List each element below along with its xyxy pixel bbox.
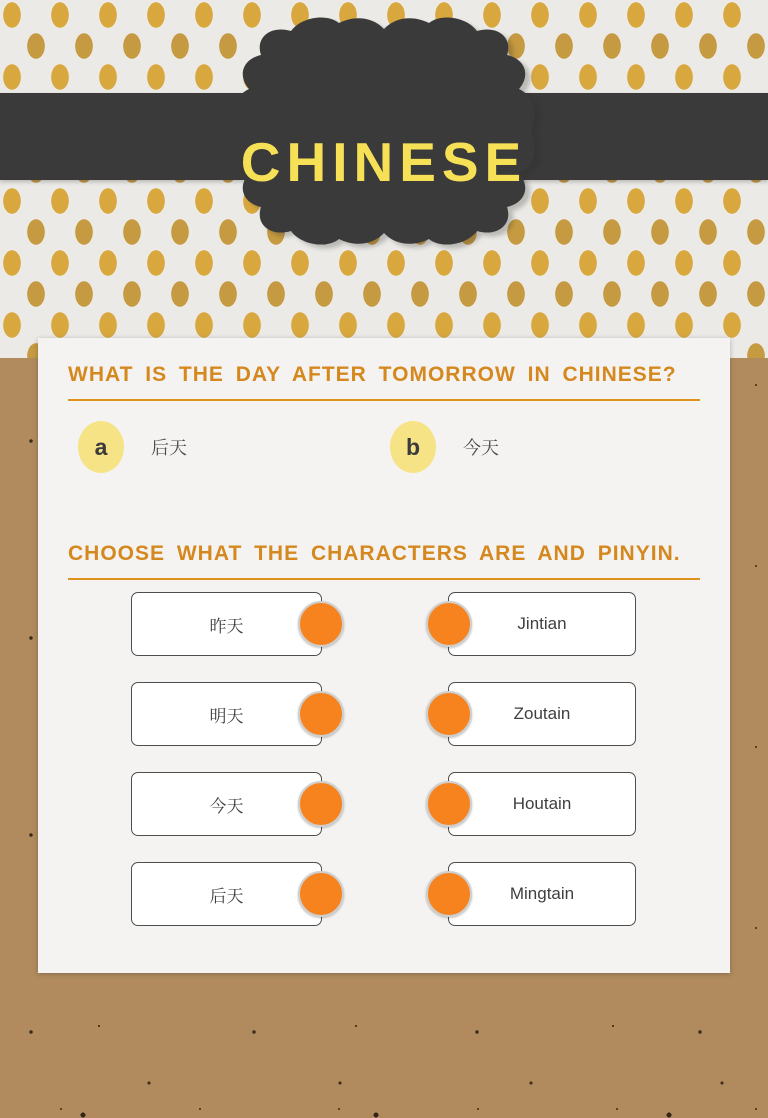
option-a-marker[interactable]: a [78, 421, 124, 473]
option-b-label: 今天 [463, 438, 499, 458]
option-a[interactable] [78, 418, 187, 476]
match-handle-left-3-icon[interactable] [298, 781, 344, 827]
match-left-label-4: 后天 [209, 886, 244, 906]
match-handle-right-3-icon[interactable] [426, 781, 472, 827]
polka-dot-banner [0, 0, 768, 358]
match-handle-left-4-icon[interactable] [298, 871, 344, 917]
match-left-box-1[interactable] [131, 592, 322, 656]
option-b-marker[interactable]: b [390, 421, 436, 473]
match-handle-left-2-icon[interactable] [298, 691, 344, 737]
question-2-heading: CHOOSE WHAT THE CHARACTERS ARE AND PINYIN. [68, 542, 681, 565]
match-left-label-1: 昨天 [209, 616, 244, 636]
option-b[interactable] [390, 418, 499, 476]
question-1-options [68, 418, 700, 476]
match-right-box-2[interactable] [448, 682, 636, 746]
question-1-divider [68, 399, 700, 401]
match-right-label-1: Jintian [517, 614, 567, 633]
match-left-label-3: 今天 [209, 796, 244, 816]
match-handle-right-2-icon[interactable] [426, 691, 472, 737]
match-right-label-4: Mingtain [509, 884, 575, 903]
matching-grid [68, 592, 700, 926]
option-a-label: 后天 [151, 438, 187, 458]
match-right-label-3: Houtain [512, 794, 572, 813]
match-row-1 [68, 592, 700, 656]
question-1-section [68, 338, 700, 476]
match-row-4 [68, 862, 700, 926]
page-title: CHINESE [240, 131, 528, 193]
match-right-label-2: Zoutain [513, 704, 571, 723]
match-left-label-2: 明天 [209, 706, 244, 726]
match-row-2 [68, 682, 700, 746]
match-right-box-4[interactable] [448, 862, 636, 926]
match-right-box-3[interactable] [448, 772, 636, 836]
match-handle-right-1-icon[interactable] [426, 601, 472, 647]
match-handle-right-4-icon[interactable] [426, 871, 472, 917]
worksheet-card [38, 338, 730, 973]
question-2-divider [68, 578, 700, 580]
match-left-box-3[interactable] [131, 772, 322, 836]
match-left-box-2[interactable] [131, 682, 322, 746]
match-handle-left-1-icon[interactable] [298, 601, 344, 647]
question-2-section [68, 541, 700, 926]
match-row-3 [68, 772, 700, 836]
match-right-box-1[interactable] [448, 592, 636, 656]
match-left-box-4[interactable] [131, 862, 322, 926]
question-1-heading: WHAT IS THE DAY AFTER TOMORROW IN CHINESE? [68, 363, 677, 386]
